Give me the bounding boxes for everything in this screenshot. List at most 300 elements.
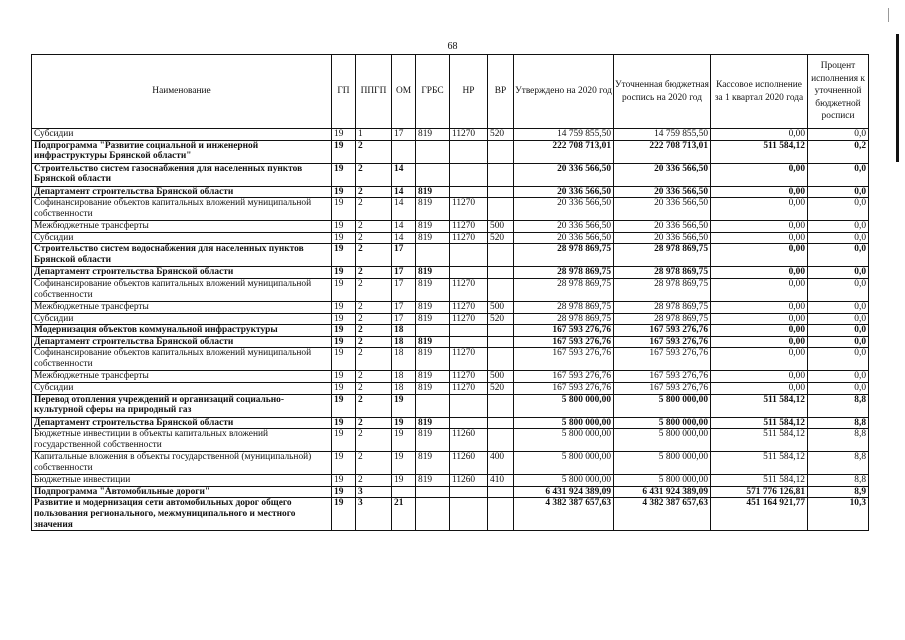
row-om: 18 <box>392 325 416 337</box>
row-refined: 20 336 566,50 <box>614 232 711 244</box>
row-approved: 167 593 276,76 <box>514 336 614 348</box>
scan-edge-mark <box>888 8 889 22</box>
row-approved: 167 593 276,76 <box>514 382 614 394</box>
row-cash: 511 584,12 <box>711 429 808 452</box>
row-ppgp: 2 <box>356 371 392 383</box>
header-np: НР <box>450 55 488 129</box>
row-vr <box>488 267 514 279</box>
row-ppgp: 2 <box>356 313 392 325</box>
row-gp: 19 <box>332 486 356 498</box>
row-name: Бюджетные инвестиции в объекты капитальных вложений государственной собственности <box>32 429 332 452</box>
row-om: 18 <box>392 348 416 371</box>
row-refined: 14 759 855,50 <box>614 129 711 141</box>
table-row <box>32 198 869 221</box>
row-ppgp: 2 <box>356 244 392 267</box>
table-row <box>32 325 869 337</box>
row-percent: 8,8 <box>808 452 869 475</box>
row-ppgp: 2 <box>356 301 392 313</box>
row-approved: 167 593 276,76 <box>514 348 614 371</box>
row-grbs: 819 <box>416 371 450 383</box>
row-percent: 0,0 <box>808 232 869 244</box>
row-refined: 5 800 000,00 <box>614 429 711 452</box>
row-ppgp: 2 <box>356 394 392 417</box>
row-percent: 8,8 <box>808 394 869 417</box>
row-gp: 19 <box>332 382 356 394</box>
row-gp: 19 <box>332 198 356 221</box>
row-approved: 167 593 276,76 <box>514 371 614 383</box>
row-cash: 511 584,12 <box>711 475 808 487</box>
row-grbs: 819 <box>416 221 450 233</box>
row-ppgp: 2 <box>356 336 392 348</box>
row-name: Субсидии <box>32 313 332 325</box>
row-om: 19 <box>392 394 416 417</box>
row-om: 14 <box>392 163 416 186</box>
row-gp: 19 <box>332 232 356 244</box>
header-gp: ГП <box>332 55 356 129</box>
row-name: Софинансирование объектов капитальных вложений муниципальной собственности <box>32 198 332 221</box>
row-om: 19 <box>392 475 416 487</box>
row-approved: 28 978 869,75 <box>514 278 614 301</box>
row-np <box>450 325 488 337</box>
row-refined: 5 800 000,00 <box>614 452 711 475</box>
row-gp: 19 <box>332 325 356 337</box>
row-cash: 0,00 <box>711 244 808 267</box>
row-grbs: 819 <box>416 278 450 301</box>
row-ppgp: 3 <box>356 498 392 531</box>
row-percent: 0,0 <box>808 278 869 301</box>
row-cash: 0,00 <box>711 129 808 141</box>
header-grbs: ГРБС <box>416 55 450 129</box>
page-number: 68 <box>447 41 458 52</box>
row-om: 17 <box>392 301 416 313</box>
row-ppgp: 1 <box>356 129 392 141</box>
header-refined: Уточненная бюджетная роспись на 2020 год <box>614 55 711 129</box>
row-np <box>450 486 488 498</box>
row-vr <box>488 429 514 452</box>
row-percent: 0,0 <box>808 371 869 383</box>
row-name: Перевод отопления учреждений и организаций социально-культурной сферы на природный газ <box>32 394 332 417</box>
row-np <box>450 267 488 279</box>
row-refined: 20 336 566,50 <box>614 186 711 198</box>
row-approved: 28 978 869,75 <box>514 267 614 279</box>
table-row <box>32 313 869 325</box>
row-vr: 520 <box>488 382 514 394</box>
row-cash: 0,00 <box>711 186 808 198</box>
row-name: Софинансирование объектов капитальных вложений муниципальной собственности <box>32 348 332 371</box>
table-row <box>32 429 869 452</box>
row-refined: 28 978 869,75 <box>614 267 711 279</box>
row-name: Развитие и модернизация сети автомобильных дорог общего пользования регионального, межмуниципального и местного значения <box>32 498 332 531</box>
row-np: 11270 <box>450 348 488 371</box>
table-row <box>32 371 869 383</box>
table-row <box>32 232 869 244</box>
row-vr <box>488 486 514 498</box>
row-cash: 0,00 <box>711 163 808 186</box>
row-gp: 19 <box>332 301 356 313</box>
header-percent: Процент исполнения к уточненной бюджетной росписи <box>808 55 869 129</box>
row-np: 11270 <box>450 129 488 141</box>
row-gp: 19 <box>332 452 356 475</box>
row-np <box>450 336 488 348</box>
row-grbs: 819 <box>416 475 450 487</box>
row-grbs: 819 <box>416 129 450 141</box>
row-percent: 0,0 <box>808 244 869 267</box>
row-percent: 10,3 <box>808 498 869 531</box>
row-approved: 5 800 000,00 <box>514 429 614 452</box>
row-approved: 20 336 566,50 <box>514 221 614 233</box>
row-refined: 20 336 566,50 <box>614 198 711 221</box>
row-gp: 19 <box>332 278 356 301</box>
table-row <box>32 417 869 429</box>
row-grbs: 819 <box>416 429 450 452</box>
row-om: 17 <box>392 278 416 301</box>
row-approved: 28 978 869,75 <box>514 244 614 267</box>
table-row <box>32 267 869 279</box>
row-approved: 20 336 566,50 <box>514 163 614 186</box>
header-vr: ВР <box>488 55 514 129</box>
row-refined: 4 382 387 657,63 <box>614 498 711 531</box>
row-refined: 5 800 000,00 <box>614 417 711 429</box>
row-refined: 222 708 713,01 <box>614 140 711 163</box>
row-gp: 19 <box>332 394 356 417</box>
row-vr: 520 <box>488 232 514 244</box>
row-vr: 400 <box>488 452 514 475</box>
row-percent: 0,0 <box>808 198 869 221</box>
row-grbs: 819 <box>416 267 450 279</box>
row-cash: 0,00 <box>711 232 808 244</box>
table-row <box>32 394 869 417</box>
row-refined: 20 336 566,50 <box>614 163 711 186</box>
row-np: 11270 <box>450 382 488 394</box>
row-om: 17 <box>392 313 416 325</box>
row-vr <box>488 278 514 301</box>
row-vr <box>488 417 514 429</box>
row-grbs <box>416 140 450 163</box>
table-row <box>32 186 869 198</box>
row-gp: 19 <box>332 371 356 383</box>
row-gp: 19 <box>332 348 356 371</box>
row-cash: 0,00 <box>711 336 808 348</box>
row-approved: 4 382 387 657,63 <box>514 498 614 531</box>
row-gp: 19 <box>332 163 356 186</box>
row-np: 11260 <box>450 475 488 487</box>
table-row <box>32 498 869 531</box>
row-om: 18 <box>392 371 416 383</box>
row-ppgp: 2 <box>356 186 392 198</box>
row-ppgp: 2 <box>356 382 392 394</box>
row-om: 17 <box>392 267 416 279</box>
table-row <box>32 140 869 163</box>
row-np: 11270 <box>450 221 488 233</box>
table-row <box>32 163 869 186</box>
row-name: Департамент строительства Брянской области <box>32 267 332 279</box>
table-row <box>32 301 869 313</box>
row-grbs: 819 <box>416 382 450 394</box>
row-gp: 19 <box>332 129 356 141</box>
row-grbs: 819 <box>416 198 450 221</box>
row-gp: 19 <box>332 244 356 267</box>
row-om: 18 <box>392 382 416 394</box>
row-cash: 0,00 <box>711 301 808 313</box>
row-percent: 0,2 <box>808 140 869 163</box>
row-grbs: 819 <box>416 186 450 198</box>
row-gp: 19 <box>332 140 356 163</box>
binding-mark <box>896 34 899 162</box>
row-percent: 0,0 <box>808 221 869 233</box>
row-cash: 511 584,12 <box>711 417 808 429</box>
row-percent: 0,0 <box>808 325 869 337</box>
row-cash: 0,00 <box>711 313 808 325</box>
row-gp: 19 <box>332 475 356 487</box>
row-name: Подпрограмма "Развитие социальной и инженерной инфраструктуры Брянской области" <box>32 140 332 163</box>
row-name: Департамент строительства Брянской области <box>32 417 332 429</box>
row-percent: 0,0 <box>808 336 869 348</box>
row-refined: 167 593 276,76 <box>614 348 711 371</box>
row-approved: 20 336 566,50 <box>514 232 614 244</box>
row-name: Межбюджетные трансферты <box>32 371 332 383</box>
header-cash: Кассовое исполнение за 1 квартал 2020 года <box>711 55 808 129</box>
table-row <box>32 278 869 301</box>
row-vr <box>488 394 514 417</box>
row-name: Межбюджетные трансферты <box>32 221 332 233</box>
row-refined: 28 978 869,75 <box>614 301 711 313</box>
row-approved: 5 800 000,00 <box>514 394 614 417</box>
row-cash: 0,00 <box>711 382 808 394</box>
row-cash: 511 584,12 <box>711 140 808 163</box>
budget-table <box>31 54 869 531</box>
row-name: Капитальные вложения в объекты государственной (муниципальной) собственности <box>32 452 332 475</box>
row-refined: 5 800 000,00 <box>614 475 711 487</box>
row-np <box>450 163 488 186</box>
row-approved: 20 336 566,50 <box>514 198 614 221</box>
row-np: 11270 <box>450 278 488 301</box>
row-grbs: 819 <box>416 336 450 348</box>
row-percent: 0,0 <box>808 382 869 394</box>
row-grbs: 819 <box>416 417 450 429</box>
row-np <box>450 417 488 429</box>
row-name: Департамент строительства Брянской области <box>32 186 332 198</box>
row-refined: 167 593 276,76 <box>614 382 711 394</box>
row-percent: 0,0 <box>808 313 869 325</box>
row-ppgp: 2 <box>356 221 392 233</box>
row-vr: 520 <box>488 129 514 141</box>
header-om: ОМ <box>392 55 416 129</box>
row-name: Департамент строительства Брянской области <box>32 336 332 348</box>
row-vr <box>488 163 514 186</box>
row-vr <box>488 244 514 267</box>
row-cash: 0,00 <box>711 325 808 337</box>
row-refined: 28 978 869,75 <box>614 313 711 325</box>
row-refined: 167 593 276,76 <box>614 325 711 337</box>
table-row <box>32 348 869 371</box>
row-grbs: 819 <box>416 301 450 313</box>
row-cash: 571 776 126,81 <box>711 486 808 498</box>
row-cash: 451 164 921,77 <box>711 498 808 531</box>
row-refined: 6 431 924 389,09 <box>614 486 711 498</box>
row-refined: 167 593 276,76 <box>614 371 711 383</box>
row-refined: 5 800 000,00 <box>614 394 711 417</box>
row-grbs: 819 <box>416 232 450 244</box>
row-approved: 20 336 566,50 <box>514 186 614 198</box>
table-row <box>32 382 869 394</box>
row-ppgp: 2 <box>356 475 392 487</box>
table-row <box>32 452 869 475</box>
row-name: Строительство систем водоснабжения для населенных пунктов Брянской области <box>32 244 332 267</box>
row-om: 17 <box>392 129 416 141</box>
row-gp: 19 <box>332 417 356 429</box>
row-om: 14 <box>392 198 416 221</box>
row-ppgp: 2 <box>356 325 392 337</box>
row-percent: 0,0 <box>808 186 869 198</box>
row-percent: 0,0 <box>808 267 869 279</box>
row-np: 11260 <box>450 452 488 475</box>
row-vr: 520 <box>488 313 514 325</box>
row-cash: 0,00 <box>711 198 808 221</box>
row-approved: 167 593 276,76 <box>514 325 614 337</box>
table-row <box>32 244 869 267</box>
row-approved: 28 978 869,75 <box>514 301 614 313</box>
row-np <box>450 394 488 417</box>
row-np: 11270 <box>450 371 488 383</box>
row-om: 14 <box>392 221 416 233</box>
table-row <box>32 129 869 141</box>
row-ppgp: 2 <box>356 278 392 301</box>
row-om: 19 <box>392 452 416 475</box>
row-approved: 6 431 924 389,09 <box>514 486 614 498</box>
row-refined: 28 978 869,75 <box>614 244 711 267</box>
row-vr <box>488 336 514 348</box>
row-cash: 0,00 <box>711 221 808 233</box>
row-name: Модернизация объектов коммунальной инфраструктуры <box>32 325 332 337</box>
row-cash: 0,00 <box>711 278 808 301</box>
row-om: 19 <box>392 429 416 452</box>
row-ppgp: 2 <box>356 140 392 163</box>
row-gp: 19 <box>332 429 356 452</box>
row-approved: 222 708 713,01 <box>514 140 614 163</box>
row-grbs <box>416 498 450 531</box>
row-vr <box>488 140 514 163</box>
row-np <box>450 186 488 198</box>
table-row <box>32 486 869 498</box>
row-gp: 19 <box>332 186 356 198</box>
row-percent: 8,8 <box>808 417 869 429</box>
row-ppgp: 2 <box>356 452 392 475</box>
row-ppgp: 2 <box>356 417 392 429</box>
row-grbs: 819 <box>416 313 450 325</box>
row-vr: 500 <box>488 221 514 233</box>
table-row <box>32 221 869 233</box>
row-percent: 0,0 <box>808 301 869 313</box>
row-approved: 28 978 869,75 <box>514 313 614 325</box>
row-grbs <box>416 486 450 498</box>
row-name: Межбюджетные трансферты <box>32 301 332 313</box>
row-approved: 14 759 855,50 <box>514 129 614 141</box>
row-approved: 5 800 000,00 <box>514 475 614 487</box>
row-cash: 0,00 <box>711 348 808 371</box>
row-np: 11270 <box>450 198 488 221</box>
row-vr <box>488 325 514 337</box>
row-name: Софинансирование объектов капитальных вложений муниципальной собственности <box>32 278 332 301</box>
row-vr <box>488 348 514 371</box>
row-ppgp: 2 <box>356 163 392 186</box>
row-om <box>392 486 416 498</box>
row-cash: 511 584,12 <box>711 394 808 417</box>
row-ppgp: 2 <box>356 429 392 452</box>
row-om: 19 <box>392 417 416 429</box>
row-ppgp: 2 <box>356 198 392 221</box>
row-om: 21 <box>392 498 416 531</box>
row-grbs <box>416 163 450 186</box>
table-header-row <box>32 55 869 129</box>
row-vr: 410 <box>488 475 514 487</box>
row-approved: 5 800 000,00 <box>514 417 614 429</box>
row-approved: 5 800 000,00 <box>514 452 614 475</box>
row-grbs <box>416 394 450 417</box>
row-np: 11270 <box>450 232 488 244</box>
row-vr <box>488 198 514 221</box>
row-cash: 511 584,12 <box>711 452 808 475</box>
row-cash: 0,00 <box>711 371 808 383</box>
header-name: Наименование <box>32 55 332 129</box>
row-refined: 167 593 276,76 <box>614 336 711 348</box>
row-name: Строительство систем газоснабжения для населенных пунктов Брянской области <box>32 163 332 186</box>
row-vr <box>488 498 514 531</box>
row-om: 17 <box>392 244 416 267</box>
row-np: 11270 <box>450 313 488 325</box>
row-om: 14 <box>392 186 416 198</box>
row-percent: 8,9 <box>808 486 869 498</box>
header-approved: Утверждено на 2020 год <box>514 55 614 129</box>
row-percent: 0,0 <box>808 129 869 141</box>
row-np <box>450 244 488 267</box>
row-ppgp: 2 <box>356 348 392 371</box>
row-percent: 0,0 <box>808 348 869 371</box>
row-name: Бюджетные инвестиции <box>32 475 332 487</box>
table-row <box>32 475 869 487</box>
table-row <box>32 336 869 348</box>
row-gp: 19 <box>332 498 356 531</box>
row-om: 14 <box>392 232 416 244</box>
row-np: 11270 <box>450 301 488 313</box>
row-gp: 19 <box>332 267 356 279</box>
row-vr: 500 <box>488 371 514 383</box>
row-np <box>450 498 488 531</box>
row-name: Подпрограмма "Автомобильные дороги" <box>32 486 332 498</box>
row-vr <box>488 186 514 198</box>
row-gp: 19 <box>332 221 356 233</box>
row-refined: 20 336 566,50 <box>614 221 711 233</box>
row-grbs: 819 <box>416 348 450 371</box>
row-grbs <box>416 325 450 337</box>
row-percent: 8,8 <box>808 429 869 452</box>
row-name: Субсидии <box>32 382 332 394</box>
row-percent: 0,0 <box>808 163 869 186</box>
row-ppgp: 2 <box>356 267 392 279</box>
row-refined: 28 978 869,75 <box>614 278 711 301</box>
row-grbs: 819 <box>416 452 450 475</box>
row-om <box>392 140 416 163</box>
header-ppgp: ППГП <box>356 55 392 129</box>
row-np <box>450 140 488 163</box>
row-name: Субсидии <box>32 232 332 244</box>
row-ppgp: 3 <box>356 486 392 498</box>
row-vr: 500 <box>488 301 514 313</box>
row-ppgp: 2 <box>356 232 392 244</box>
row-gp: 19 <box>332 336 356 348</box>
row-grbs <box>416 244 450 267</box>
row-name: Субсидии <box>32 129 332 141</box>
row-cash: 0,00 <box>711 267 808 279</box>
